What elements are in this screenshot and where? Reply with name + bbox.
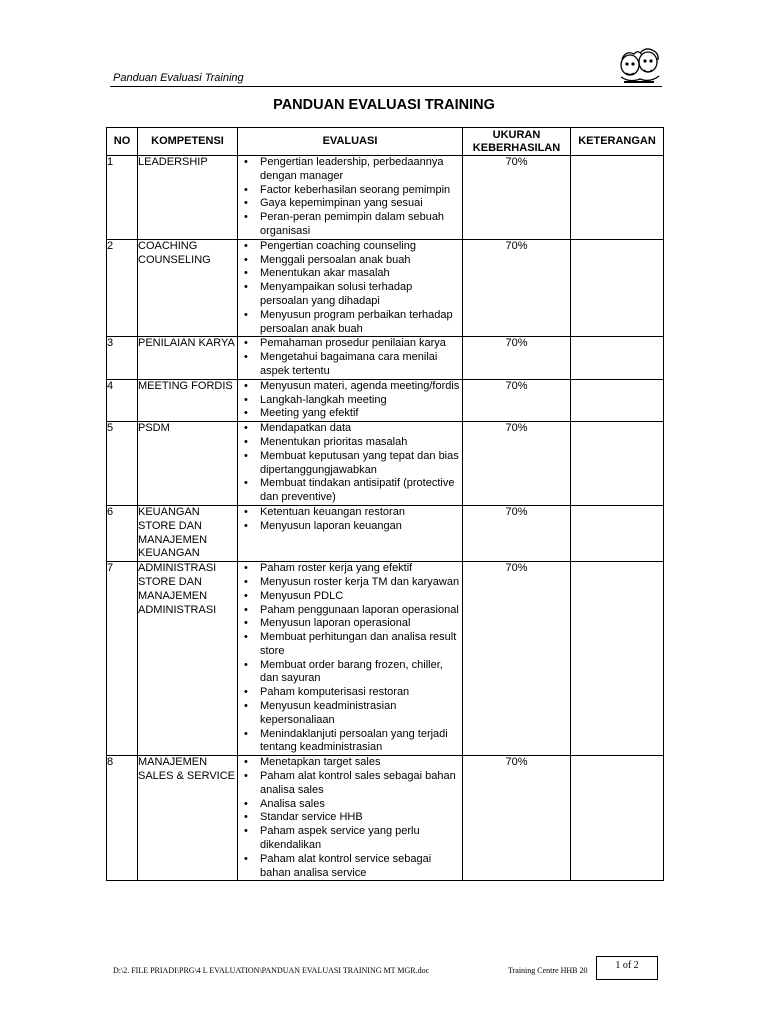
row-evaluasi: [238, 239, 463, 337]
evaluasi-list-item: • Paham komputerisasi restoran: [238, 686, 462, 700]
row-ukuran-keberhasilan: 70%: [463, 156, 571, 240]
evaluasi-list: [238, 562, 462, 755]
evaluasi-list-item: • Pemahaman prosedur penilaian karya: [238, 337, 462, 351]
evaluasi-list: [238, 422, 462, 505]
evaluasi-list-item: • Factor keberhasilan seorang pemimpin: [238, 184, 462, 198]
evaluasi-list: [238, 156, 462, 239]
document-title: PANDUAN EVALUASI TRAINING: [273, 97, 495, 113]
row-evaluasi: [238, 379, 463, 421]
row-number: 7: [107, 562, 138, 756]
row-kompetensi: COACHING COUNSELING: [138, 239, 238, 337]
evaluasi-list-item: • Menyusun laporan keuangan: [238, 520, 462, 534]
evaluasi-list-item: • Peran-peran pemimpin dalam sebuah organisasi: [238, 211, 462, 239]
evaluasi-list-item: • Menyusun PDLC: [238, 590, 462, 604]
evaluasi-list-item: • Analisa sales: [238, 798, 462, 812]
table-row: [107, 156, 664, 240]
evaluasi-list-item: • Meeting yang efektif: [238, 407, 462, 421]
table-row: [107, 379, 664, 421]
evaluasi-list-item: • Menindaklanjuti persoalan yang terjadi tentang keadministrasian: [238, 728, 462, 756]
evaluasi-list-item: • Standar service HHB: [238, 811, 462, 825]
table-row: [107, 239, 664, 337]
row-keterangan: [571, 156, 664, 240]
evaluasi-list-item: • Pengertian coaching counseling: [238, 240, 462, 254]
row-evaluasi: [238, 505, 463, 561]
row-ukuran-keberhasilan: 70%: [463, 562, 571, 756]
evaluasi-list-item: • Menentukan prioritas masalah: [238, 436, 462, 450]
evaluasi-list-item: • Menggali persoalan anak buah: [238, 254, 462, 268]
row-evaluasi: [238, 337, 463, 379]
cartoon-faces-logo-icon: [618, 45, 662, 85]
row-kompetensi: MANAJEMEN SALES & SERVICE: [138, 756, 238, 881]
table-header-row: [107, 128, 664, 156]
row-number: 4: [107, 379, 138, 421]
row-ukuran-keberhasilan: 70%: [463, 505, 571, 561]
evaluasi-list-item: • Paham alat kontrol service sebagai bahan analisa service: [238, 853, 462, 881]
row-ukuran-keberhasilan: 70%: [463, 756, 571, 881]
row-number: 1: [107, 156, 138, 240]
table-row: [107, 756, 664, 881]
evaluasi-list-item: • Menyusun keadministrasian kepersonaliaan: [238, 700, 462, 728]
row-kompetensi: PENILAIAN KARYA: [138, 337, 238, 379]
row-evaluasi: [238, 756, 463, 881]
evaluasi-list-item: • Menyusun roster kerja TM dan karyawan: [238, 576, 462, 590]
row-kompetensi: MEETING FORDIS: [138, 379, 238, 421]
row-ukuran-keberhasilan: 70%: [463, 379, 571, 421]
evaluasi-list-item: • Membuat keputusan yang tepat dan bias dipertanggungjawabkan: [238, 450, 462, 478]
evaluasi-list-item: • Langkah-langkah meeting: [238, 394, 462, 408]
row-keterangan: [571, 337, 664, 379]
column-header-kompetensi: KOMPETENSI: [138, 128, 238, 156]
evaluasi-list-item: • Paham roster kerja yang efektif: [238, 562, 462, 576]
row-ukuran-keberhasilan: 70%: [463, 239, 571, 337]
running-header-title: Panduan Evaluasi Training: [113, 72, 244, 84]
evaluasi-list: [238, 240, 462, 337]
row-evaluasi: [238, 562, 463, 756]
row-number: 2: [107, 239, 138, 337]
evaluasi-list: [238, 756, 462, 880]
evaluasi-list-item: • Menetapkan target sales: [238, 756, 462, 770]
header-rule: [110, 86, 662, 87]
row-keterangan: [571, 239, 664, 337]
column-header-no: NO: [107, 128, 138, 156]
row-kompetensi: KEUANGAN STORE DAN MANAJEMEN KEUANGAN: [138, 505, 238, 561]
evaluasi-list-item: • Ketentuan keuangan restoran: [238, 506, 462, 520]
evaluasi-list-item: • Menyusun materi, agenda meeting/fordis: [238, 380, 462, 394]
evaluasi-list-item: • Menyampaikan solusi terhadap persoalan yang dihadapi: [238, 281, 462, 309]
row-kompetensi: ADMINISTRASI STORE DAN MANAJEMEN ADMINISTRASI: [138, 562, 238, 756]
evaluasi-list-item: • Membuat tindakan antisipatif (protective dan preventive): [238, 477, 462, 505]
footer-training-centre: Training Centre HHB 20: [508, 966, 588, 975]
column-header-ukuran: UKURAN KEBERHASILAN: [463, 128, 571, 156]
column-header-evaluasi: EVALUASI: [238, 128, 463, 156]
page-number-box: 1 of 2: [596, 956, 658, 980]
row-keterangan: [571, 422, 664, 506]
evaluasi-list-item: • Membuat order barang frozen, chiller, dan sayuran: [238, 659, 462, 687]
row-number: 5: [107, 422, 138, 506]
row-ukuran-keberhasilan: 70%: [463, 422, 571, 506]
evaluasi-list-item: • Menyusun program perbaikan terhadap persoalan anak buah: [238, 309, 462, 337]
row-number: 6: [107, 505, 138, 561]
row-keterangan: [571, 562, 664, 756]
footer-file-path: D:\2. FILE PRIADI\PRG\4 L EVALUATION\PANDUAN EVALUASI TRAINING MT MGR.doc: [113, 966, 430, 975]
table-row: [107, 337, 664, 379]
evaluasi-list-item: • Gaya kepemimpinan yang sesuai: [238, 197, 462, 211]
evaluasi-list-item: • Menentukan akar masalah: [238, 267, 462, 281]
row-keterangan: [571, 379, 664, 421]
evaluasi-list-item: • Paham alat kontrol sales sebagai bahan analisa sales: [238, 770, 462, 798]
evaluasi-list-item: • Pengertian leadership, perbedaannya dengan manager: [238, 156, 462, 184]
evaluasi-list-item: • Membuat perhitungan dan analisa result store: [238, 631, 462, 659]
evaluasi-list-item: • Paham aspek service yang perlu dikendalikan: [238, 825, 462, 853]
evaluasi-list-item: • Mengetahui bagaimana cara menilai aspek tertentu: [238, 351, 462, 379]
row-number: 8: [107, 756, 138, 881]
row-evaluasi: [238, 422, 463, 506]
table-row: [107, 505, 664, 561]
evaluasi-list: [238, 337, 462, 378]
evaluasi-list: [238, 506, 462, 534]
row-kompetensi: LEADERSHIP: [138, 156, 238, 240]
column-header-keterangan: KETERANGAN: [571, 128, 664, 156]
row-keterangan: [571, 756, 664, 881]
evaluasi-list-item: • Paham penggunaan laporan operasional: [238, 604, 462, 618]
evaluation-table: [106, 127, 664, 881]
row-kompetensi: PSDM: [138, 422, 238, 506]
row-evaluasi: [238, 156, 463, 240]
table-row: [107, 422, 664, 506]
evaluasi-list: [238, 380, 462, 421]
row-keterangan: [571, 505, 664, 561]
row-ukuran-keberhasilan: 70%: [463, 337, 571, 379]
evaluasi-list-item: • Menyusun laporan operasional: [238, 617, 462, 631]
row-number: 3: [107, 337, 138, 379]
table-row: [107, 562, 664, 756]
evaluasi-list-item: • Mendapatkan data: [238, 422, 462, 436]
